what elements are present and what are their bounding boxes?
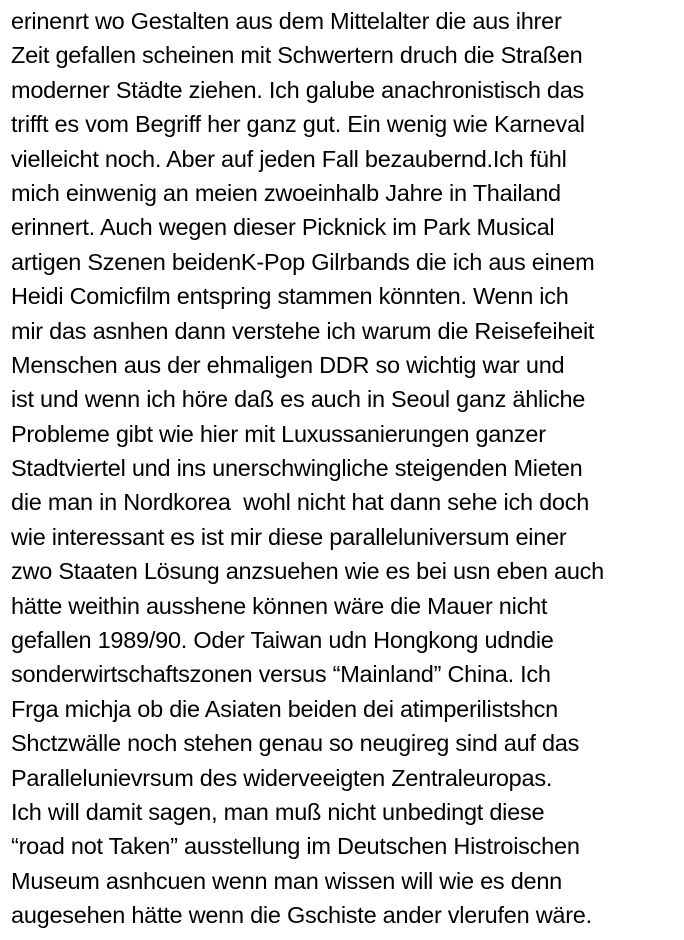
text-line-15: die man in Nordkorea wohl nicht hat dann sehe ich doch — [11, 489, 590, 516]
text-line-7: erinnert. Auch wegen dieser Picknick im Park Musical — [11, 214, 555, 241]
body-text — [11, 4, 681, 933]
text-line-2: Zeit gefallen scheinen mit Schwertern druch die Straßen — [11, 42, 583, 69]
text-line-27: augesehen hätte wenn die Gschiste ander vlerufen wäre. — [11, 902, 592, 929]
text-line-4: trifft es vom Begriff her ganz gut. Ein wenig wie Karneval — [11, 111, 585, 138]
text-line-20: sonderwirtschaftszonen versus “Mainland” China. Ich — [11, 661, 551, 688]
text-line-9: Heidi Comicfilm entspring stammen könnten. Wenn ich — [11, 283, 569, 310]
text-line-11: Menschen aus der ehmaligen DDR so wichtig war und — [11, 351, 565, 378]
text-line-1: erinenrt wo Gestalten aus dem Mittelalter die aus ihrer — [11, 8, 562, 34]
text-line-22: Shctzwälle noch stehen genau so neugireg sind auf das — [11, 730, 580, 757]
text-line-25: “road not Taken” ausstellung im Deutschen Histroischen — [11, 833, 580, 860]
text-line-3: moderner Städte ziehen. Ich galube anachronistisch das — [11, 76, 585, 103]
text-line-24: Ich will damit sagen, man muß nicht unbedingt diese — [11, 798, 545, 825]
text-line-16: wie interessant es ist mir diese paralleluniversum einer — [11, 523, 567, 550]
text-line-14: Stadtviertel und ins unerschwingliche steigenden Mieten — [11, 455, 583, 482]
text-line-5: vielleicht noch. Aber auf jeden Fall bezaubernd.Ich fühl — [11, 145, 567, 172]
text-line-18: hätte weithin ausshene können wäre die Mauer nicht — [11, 592, 548, 619]
text-line-17: zwo Staaten Lösung anzsuehen wie es bei usn eben auch — [11, 558, 604, 585]
text-line-10: mir das asnhen dann verstehe ich warum die Reisefeiheit — [11, 317, 595, 344]
text-line-13: Probleme gibt wie hier mit Luxussanierungen ganzer — [11, 420, 546, 447]
text-line-19: gefallen 1989/90. Oder Taiwan udn Hongkong udndie — [11, 627, 554, 654]
text-line-12: ist und wenn ich höre daß es auch in Seoul ganz ähliche — [11, 386, 586, 413]
text-line-21: Frga michja ob die Asiaten beiden dei atimperilistshcn — [11, 695, 558, 722]
text-line-26: Museum asnhcuen wenn man wissen will wie es denn — [11, 867, 562, 894]
text-line-23: Parallelunievrsum des widerveeigten Zentraleuropas. — [11, 764, 553, 791]
text-line-6: mich einwenig an meien zwoeinhalb Jahre in Thailand — [11, 179, 561, 206]
text-line-8: artigen Szenen beidenK-Pop Gilrbands die ich aus einem — [11, 248, 595, 275]
